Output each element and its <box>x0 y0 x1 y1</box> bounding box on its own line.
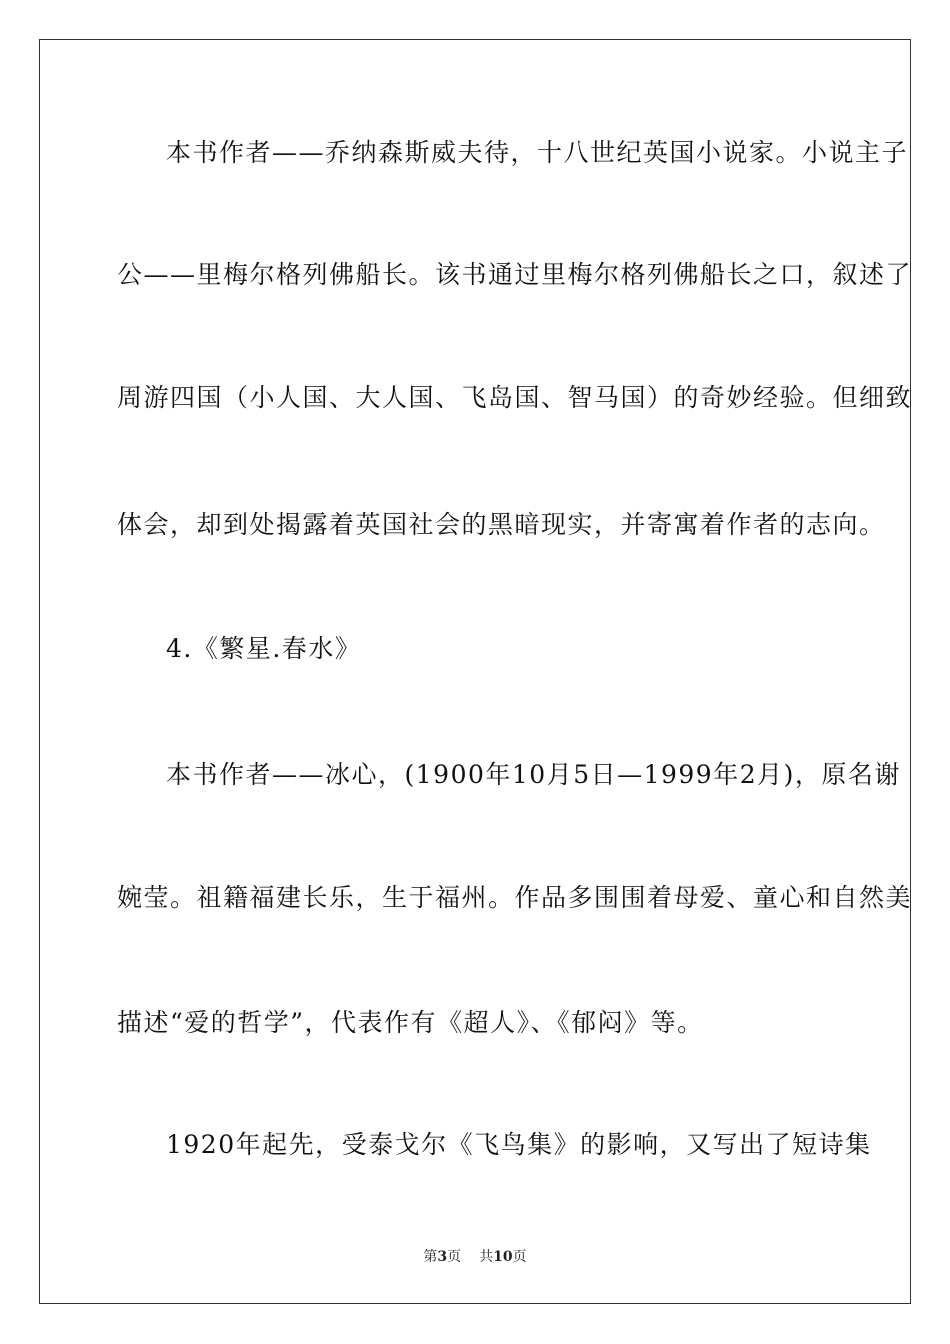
page-number: 3 <box>437 1249 448 1265</box>
paragraph-line: 婉莹。祖籍福建长乐，生于福州。作品多围围着母爱、童心和自然美 <box>117 883 913 912</box>
section-heading: 4.《繁星.春水》 <box>166 634 362 663</box>
paragraph-line: 1920年起先，受泰戈尔《飞鸟集》的影响，又写出了短诗集 <box>166 1130 872 1159</box>
page-footer <box>0 1248 950 1266</box>
paragraph-line: 公——里梅尔格列佛船长。该书通过里梅尔格列佛船长之口，叙述了 <box>117 260 913 289</box>
total-label-suffix: 页 <box>512 1249 527 1265</box>
paragraph-line: 本书作者——冰心，(1900年10月5日—1999年2月)，原名谢 <box>166 760 901 789</box>
total-label-prefix: 共 <box>479 1249 494 1265</box>
paragraph-line: 描述“爱的哲学”，代表作有《超人》、《郁闷》等。 <box>117 1008 704 1037</box>
page-border <box>39 39 911 1304</box>
paragraph-line: 体会，却到处揭露着英国社会的黑暗现实，并寄寓着作者的志向。 <box>117 510 886 539</box>
total-pages: 10 <box>493 1249 513 1265</box>
page-label-suffix: 页 <box>447 1249 462 1265</box>
page-label-prefix: 第 <box>423 1249 438 1265</box>
paragraph-line: 周游四国（小人国、大人国、飞岛国、智马国）的奇妙经验。但细致 <box>117 383 913 412</box>
paragraph-line: 本书作者——乔纳森斯威夫待，十八世纪英国小说家。小说主子 <box>166 138 909 167</box>
